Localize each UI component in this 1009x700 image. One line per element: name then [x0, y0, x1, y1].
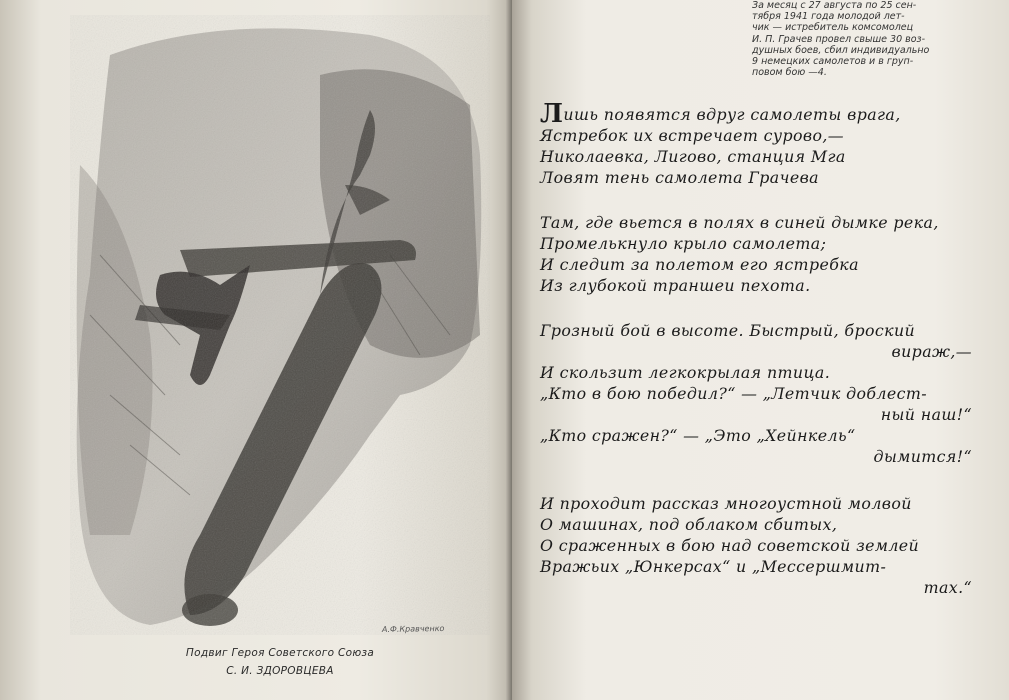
caption-line-2: С. И. ЗДОРОВЦЕВА [226, 665, 334, 677]
poem-line: Ловят тень самолета Грачева [540, 168, 819, 187]
aerial-combat-illustration [70, 15, 490, 635]
drop-cap: Л [540, 99, 564, 129]
poem-line: Ястребок их встречает сурово,— [540, 126, 844, 145]
poem-line: „Кто сражен?“ — „Это „Хейнкель“ [540, 426, 856, 445]
note-line: повом бою —4. [752, 67, 827, 79]
caption-line-1: Подвиг Героя Советского Союза [185, 647, 375, 659]
poem-line: „Кто в бою победил?“ — „Летчик доблест- [540, 384, 928, 403]
poem-line: Из глубокой траншеи пехота. [540, 276, 811, 295]
poem-line: Николаевка, Лигово, станция Мга [540, 147, 846, 166]
note-line: За месяц с 27 августа по 25 сен- [752, 0, 917, 11]
note-line: душных боев, сбил индивидуально [752, 44, 930, 56]
poem [540, 99, 980, 598]
poem-line-text: ишь появятся вдруг самолеты врага, [563, 105, 901, 124]
poem-line: вираж,— [891, 342, 972, 361]
note-line: 9 немецких самолетов и в груп- [752, 56, 914, 68]
poem-line: дымится!“ [873, 447, 972, 466]
poem-line: Вражьих „Юнкерсах“ и „Мессершмит- [540, 557, 887, 576]
poem-line [540, 99, 980, 129]
footnote-block [752, 0, 1002, 78]
poem-line: ный наш!“ [880, 405, 972, 424]
poem-line: И следит за полетом его ястребка [540, 255, 859, 274]
poem-line: Там, где вьется в полях в синей дымке река, [540, 213, 939, 232]
poem-line: И скользит легкокрылая птица. [540, 363, 831, 382]
poem-line: О машинах, под облаком сбитых, [540, 515, 838, 534]
artist-signature: А.Ф.Кравченко [381, 623, 445, 635]
poem-line: Грозный бой в высоте. Быстрый, броский [540, 321, 916, 340]
poem-line: О сраженных в бою над советской землей [540, 536, 920, 555]
note-line: И. П. Грачев провел свыше 30 воз- [752, 33, 926, 45]
poem-line: Промелькнуло крыло самолета; [540, 234, 827, 253]
poem-line: тах.“ [923, 578, 972, 597]
poem-line: И проходит рассказ многоустной молвой [540, 494, 912, 513]
note-line: тября 1941 года молодой лет- [752, 11, 905, 23]
illustration-caption [170, 644, 390, 680]
note-line: чик — истребитель комсомолец [752, 22, 914, 34]
